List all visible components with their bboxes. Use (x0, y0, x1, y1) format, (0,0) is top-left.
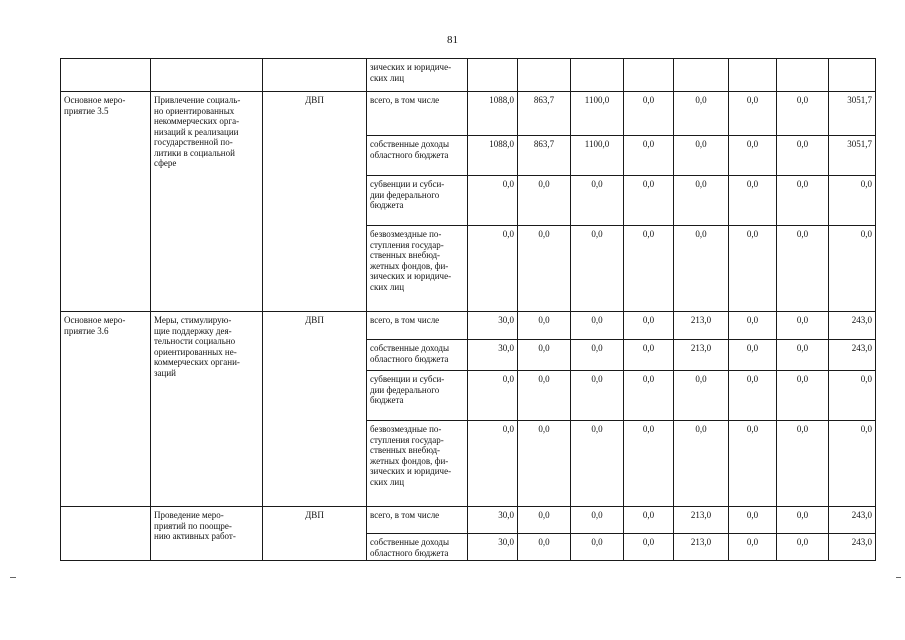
value-cell: 1088,0 (468, 92, 518, 136)
executor-cell: ДВП (263, 92, 367, 312)
funding-source-cell: безвозмездные по- ступления государ- ственных внебюд- жетных фондов, фи- зических и юридиче- ских лиц (367, 226, 468, 312)
value-cell: 30,0 (468, 507, 518, 534)
value-cell: 0,0 (729, 92, 777, 136)
value-cell: 243,0 (829, 507, 876, 534)
value-cell: 3051,7 (829, 92, 876, 136)
value-cell: 0,0 (518, 312, 571, 340)
value-cell: 0,0 (777, 340, 829, 371)
value-cell: 243,0 (829, 340, 876, 371)
table-row (61, 507, 876, 534)
event-cell: Основное меро- приятие 3.5 (61, 92, 151, 312)
funding-source-cell: субвенции и субси- дии федерального бюджета (367, 371, 468, 421)
value-cell: 0,0 (571, 421, 624, 507)
value-cell: 0,0 (729, 534, 777, 561)
scan-mark-left (10, 577, 16, 578)
value-cell: 213,0 (674, 507, 729, 534)
value-cell: 213,0 (674, 534, 729, 561)
value-cell: 0,0 (518, 534, 571, 561)
value-cell: 213,0 (674, 340, 729, 371)
value-cell: 0,0 (571, 312, 624, 340)
value-cell: 243,0 (829, 534, 876, 561)
value-cell (571, 59, 624, 92)
value-cell: 0,0 (777, 371, 829, 421)
value-cell: 0,0 (468, 421, 518, 507)
value-cell: 0,0 (729, 421, 777, 507)
table-row (61, 59, 876, 92)
value-cell: 213,0 (674, 312, 729, 340)
value-cell: 0,0 (829, 226, 876, 312)
value-cell: 1100,0 (571, 136, 624, 176)
value-cell: 0,0 (729, 340, 777, 371)
value-cell: 0,0 (777, 136, 829, 176)
value-cell: 0,0 (571, 226, 624, 312)
value-cell: 0,0 (571, 534, 624, 561)
funding-source-cell: субвенции и субси- дии федерального бюджета (367, 176, 468, 226)
value-cell: 0,0 (729, 371, 777, 421)
event-cell (61, 507, 151, 561)
funding-source-cell: собственные доходы областного бюджета (367, 340, 468, 371)
value-cell: 0,0 (468, 226, 518, 312)
value-cell (468, 59, 518, 92)
value-cell: 0,0 (624, 176, 674, 226)
value-cell (674, 59, 729, 92)
value-cell: 0,0 (777, 176, 829, 226)
value-cell: 863,7 (518, 92, 571, 136)
value-cell: 0,0 (624, 312, 674, 340)
funding-source-cell: всего, в том числе (367, 312, 468, 340)
value-cell: 0,0 (518, 340, 571, 371)
budget-table (60, 58, 876, 561)
funding-source-cell: всего, в том числе (367, 92, 468, 136)
value-cell: 0,0 (518, 371, 571, 421)
value-cell: 0,0 (571, 176, 624, 226)
value-cell (829, 59, 876, 92)
value-cell: 243,0 (829, 312, 876, 340)
value-cell (777, 59, 829, 92)
table-row (61, 312, 876, 340)
value-cell: 0,0 (674, 371, 729, 421)
value-cell: 0,0 (571, 507, 624, 534)
value-cell: 0,0 (624, 507, 674, 534)
value-cell (624, 59, 674, 92)
value-cell: 30,0 (468, 534, 518, 561)
funding-source-cell: всего, в том числе (367, 507, 468, 534)
value-cell: 0,0 (624, 371, 674, 421)
value-cell: 0,0 (777, 312, 829, 340)
value-cell: 0,0 (729, 507, 777, 534)
value-cell: 0,0 (468, 371, 518, 421)
value-cell: 0,0 (518, 176, 571, 226)
event-cell (61, 59, 151, 92)
funding-source-cell: безвозмездные по- ступления государ- ственных внебюд- жетных фондов, фи- зических и юридиче- ских лиц (367, 421, 468, 507)
value-cell: 0,0 (829, 371, 876, 421)
event-cell: Основное меро- приятие 3.6 (61, 312, 151, 507)
value-cell: 0,0 (674, 176, 729, 226)
value-cell: 0,0 (729, 226, 777, 312)
value-cell: 863,7 (518, 136, 571, 176)
executor-cell (263, 59, 367, 92)
value-cell: 0,0 (829, 176, 876, 226)
value-cell: 0,0 (624, 534, 674, 561)
value-cell: 0,0 (777, 92, 829, 136)
value-cell: 0,0 (777, 507, 829, 534)
value-cell: 0,0 (674, 421, 729, 507)
table-row (61, 92, 876, 136)
value-cell: 0,0 (624, 226, 674, 312)
value-cell: 30,0 (468, 312, 518, 340)
value-cell: 0,0 (624, 92, 674, 136)
value-cell: 0,0 (624, 340, 674, 371)
funding-source-cell: зических и юридиче- ских лиц (367, 59, 468, 92)
scan-mark-right (896, 577, 901, 578)
value-cell: 0,0 (624, 136, 674, 176)
value-cell: 0,0 (518, 507, 571, 534)
title-cell: Проведение меро- приятий по поощре- нию активных работ- (151, 507, 263, 561)
page-number: 81 (447, 34, 458, 46)
value-cell: 1088,0 (468, 136, 518, 176)
funding-source-cell: собственные доходы областного бюджета (367, 136, 468, 176)
value-cell (729, 59, 777, 92)
value-cell: 0,0 (777, 421, 829, 507)
value-cell: 30,0 (468, 340, 518, 371)
value-cell: 0,0 (729, 176, 777, 226)
value-cell: 0,0 (624, 421, 674, 507)
executor-cell: ДВП (263, 507, 367, 561)
value-cell: 0,0 (674, 136, 729, 176)
value-cell (518, 59, 571, 92)
value-cell: 0,0 (829, 421, 876, 507)
funding-source-cell: собственные доходы областного бюджета (367, 534, 468, 561)
executor-cell: ДВП (263, 312, 367, 507)
value-cell: 0,0 (518, 226, 571, 312)
title-cell: Меры, стимулирую- щие поддержку дея- тельности социально ориентированных не- коммерческих органи- заций (151, 312, 263, 507)
value-cell: 0,0 (468, 176, 518, 226)
value-cell: 0,0 (674, 92, 729, 136)
value-cell: 1100,0 (571, 92, 624, 136)
value-cell: 0,0 (777, 534, 829, 561)
value-cell: 0,0 (729, 312, 777, 340)
value-cell: 0,0 (518, 421, 571, 507)
value-cell: 0,0 (571, 340, 624, 371)
value-cell: 0,0 (571, 371, 624, 421)
value-cell: 0,0 (729, 136, 777, 176)
value-cell: 0,0 (777, 226, 829, 312)
title-cell (151, 59, 263, 92)
title-cell: Привлечение социаль- но ориентированных некоммерческих орга- низаций к реализации государственной по- литики в социальной сфере (151, 92, 263, 312)
value-cell: 0,0 (674, 226, 729, 312)
value-cell: 3051,7 (829, 136, 876, 176)
